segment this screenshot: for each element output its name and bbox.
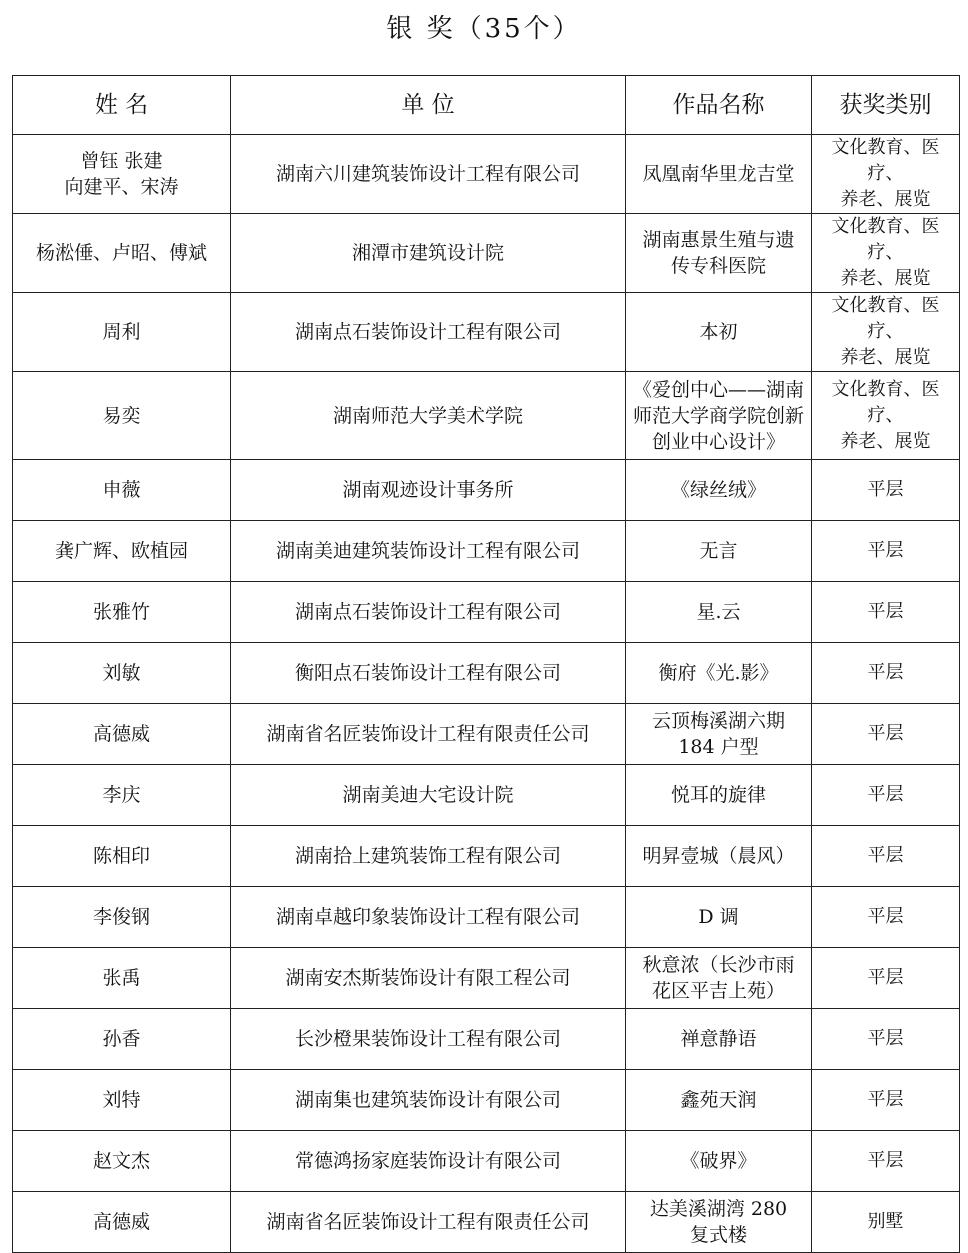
cell-unit (231, 214, 626, 293)
cell-work-line: 明昇壹城（晨风） (642, 845, 795, 867)
cell-unit (231, 521, 626, 582)
cell-name (13, 372, 231, 460)
cell-unit-line: 湖南美迪建筑装饰设计工程有限公司 (275, 540, 580, 562)
cell-category-line: 养老、展览 (840, 430, 931, 452)
cell-category (812, 948, 960, 1009)
cell-category (812, 765, 960, 826)
cell-category (812, 826, 960, 887)
cell-work (626, 1009, 812, 1070)
table-row (13, 460, 960, 521)
cell-category-line: 文化教育、医疗、 (831, 295, 940, 342)
cell-name-line: 刘特 (102, 1089, 141, 1111)
cell-unit-line: 衡阳点石装饰设计工程有限公司 (294, 662, 561, 684)
cell-unit (231, 643, 626, 704)
cell-name-line: 向建平、宋涛 (64, 176, 179, 198)
cell-unit (231, 460, 626, 521)
table-row (13, 643, 960, 704)
cell-name-line: 周利 (102, 321, 141, 343)
cell-name-line: 易奕 (102, 404, 141, 427)
cell-name-line: 高德威 (92, 723, 150, 745)
cell-name (13, 1009, 231, 1070)
cell-unit (231, 135, 626, 214)
cell-category-line: 平层 (867, 845, 904, 866)
cell-work-line: 悦耳的旋律 (670, 784, 766, 806)
cell-work-line: 星.云 (696, 601, 741, 623)
table-header-row (13, 76, 960, 135)
cell-category (812, 582, 960, 643)
cell-category-line: 文化教育、医疗、 (831, 137, 940, 184)
cell-name-line: 高德威 (92, 1211, 150, 1233)
cell-category (812, 460, 960, 521)
cell-name (13, 765, 231, 826)
cell-work-line: 鑫苑天润 (680, 1089, 757, 1111)
cell-work-line: 创业中心设计》 (651, 430, 785, 453)
cell-unit (231, 948, 626, 1009)
cell-category-line: 平层 (867, 601, 904, 622)
cell-unit-line: 湖南六川建筑装饰设计工程有限公司 (275, 163, 580, 185)
cell-category-line: 养老、展览 (840, 347, 931, 368)
cell-category (812, 704, 960, 765)
table-row (13, 704, 960, 765)
cell-name-line: 张雅竹 (92, 601, 150, 623)
cell-category (812, 887, 960, 948)
cell-category (812, 135, 960, 214)
cell-work (626, 460, 812, 521)
cell-name-line: 李庆 (102, 784, 141, 806)
cell-name (13, 704, 231, 765)
table-row (13, 948, 960, 1009)
cell-category-line: 平层 (867, 723, 904, 744)
cell-name (13, 135, 231, 214)
cell-unit (231, 1009, 626, 1070)
cell-work-line: 传专科医院 (670, 255, 766, 277)
cell-category-line: 别墅 (867, 1211, 904, 1232)
cell-work (626, 948, 812, 1009)
table-row (13, 293, 960, 372)
page-title: 银 奖（35个） (386, 14, 582, 44)
cell-name (13, 582, 231, 643)
header-unit: 单 位 (231, 76, 626, 135)
cell-work (626, 214, 812, 293)
cell-category-line: 平层 (867, 1150, 904, 1171)
cell-name (13, 1070, 231, 1131)
cell-name-line: 龚广辉、欧植园 (54, 540, 188, 562)
cell-category-line: 平层 (867, 540, 904, 561)
cell-name-line: 曾钰 张建 (80, 150, 163, 172)
cell-work-line: 花区平吉上苑） (651, 980, 785, 1002)
cell-work-line: 无言 (699, 540, 738, 562)
cell-name-line: 张禹 (102, 967, 141, 989)
cell-work (626, 135, 812, 214)
cell-name (13, 948, 231, 1009)
cell-name-line: 申薇 (102, 479, 141, 501)
cell-name (13, 887, 231, 948)
header-category: 获奖类别 (812, 76, 960, 135)
cell-work (626, 293, 812, 372)
cell-category-line: 平层 (867, 1089, 904, 1110)
cell-unit-line: 湖南点石装饰设计工程有限公司 (294, 601, 561, 623)
table-row (13, 1070, 960, 1131)
cell-category (812, 521, 960, 582)
cell-category (812, 1131, 960, 1192)
cell-work (626, 1192, 812, 1253)
cell-name-line: 杨淞倕、卢昭、傅斌 (35, 242, 207, 264)
cell-unit-line: 湖南师范大学美术学院 (332, 404, 523, 427)
cell-category (812, 293, 960, 372)
cell-work-line: 衡府《光.影》 (658, 662, 779, 684)
award-table-body (13, 135, 960, 1253)
header-name: 姓 名 (13, 76, 231, 135)
cell-name (13, 293, 231, 372)
cell-unit (231, 1131, 626, 1192)
cell-category (812, 1009, 960, 1070)
cell-name-line: 陈相印 (92, 845, 150, 867)
cell-name (13, 826, 231, 887)
cell-work-line: 本初 (699, 321, 738, 343)
cell-unit (231, 765, 626, 826)
cell-work (626, 826, 812, 887)
cell-work (626, 1131, 812, 1192)
table-row (13, 372, 960, 460)
cell-name-line: 刘敏 (102, 662, 141, 684)
table-row (13, 135, 960, 214)
cell-category-line: 文化教育、医疗、 (831, 216, 940, 263)
cell-category-line: 平层 (867, 662, 904, 683)
cell-category-line: 平层 (867, 479, 904, 500)
cell-name (13, 1192, 231, 1253)
cell-work (626, 643, 812, 704)
table-row (13, 887, 960, 948)
cell-name-line: 赵文杰 (92, 1150, 150, 1172)
cell-unit-line: 湖南观迹设计事务所 (342, 479, 514, 501)
table-row (13, 214, 960, 293)
table-row (13, 521, 960, 582)
cell-category (812, 1192, 960, 1253)
cell-unit-line: 湖南点石装饰设计工程有限公司 (294, 321, 561, 343)
cell-work-line: 云顶梅溪湖六期 (651, 710, 785, 732)
cell-unit-line: 常德鸿扬家庭装饰设计有限公司 (294, 1150, 561, 1172)
cell-unit-line: 长沙橙果装饰设计工程有限公司 (294, 1028, 561, 1050)
cell-work (626, 582, 812, 643)
cell-work-line: 复式楼 (689, 1224, 747, 1246)
cell-category-line: 文化教育、医疗、 (831, 378, 940, 426)
cell-work (626, 1070, 812, 1131)
cell-name (13, 1131, 231, 1192)
cell-unit (231, 372, 626, 460)
cell-work-line: 师范大学商学院创新 (632, 404, 804, 427)
cell-work (626, 521, 812, 582)
cell-category-line: 平层 (867, 784, 904, 805)
cell-work-line: D 调 (698, 906, 739, 928)
cell-name (13, 214, 231, 293)
cell-work-line: 湖南惠景生殖与遗 (642, 229, 795, 251)
cell-name (13, 643, 231, 704)
cell-work-line: 《爱创中心——湖南 (632, 378, 804, 401)
cell-name-line: 李俊钢 (92, 906, 150, 928)
cell-name-line: 孙香 (102, 1028, 141, 1050)
cell-category (812, 214, 960, 293)
cell-work-line: 秋意浓（长沙市雨 (642, 954, 795, 976)
cell-work-line: 《绿丝绒》 (670, 479, 766, 501)
cell-unit-line: 湖南安杰斯装饰设计有限工程公司 (285, 967, 571, 989)
cell-work-line: 184 户型 (678, 736, 759, 758)
cell-unit (231, 293, 626, 372)
cell-unit-line: 湖南集也建筑装饰设计有限公司 (294, 1089, 561, 1111)
cell-work-line: 禅意静语 (680, 1028, 757, 1050)
cell-name (13, 521, 231, 582)
cell-unit-line: 湖南省名匠装饰设计工程有限责任公司 (266, 723, 590, 745)
cell-category (812, 1070, 960, 1131)
cell-unit (231, 582, 626, 643)
cell-unit-line: 湘潭市建筑设计院 (351, 242, 504, 264)
table-row (13, 1131, 960, 1192)
cell-category-line: 养老、展览 (840, 268, 931, 289)
header-work: 作品名称 (626, 76, 812, 135)
cell-work (626, 704, 812, 765)
table-row (13, 582, 960, 643)
cell-work-line: 《破界》 (680, 1150, 757, 1172)
cell-unit-line: 湖南美迪大宅设计院 (342, 784, 514, 806)
cell-work (626, 765, 812, 826)
cell-category-line: 平层 (867, 1028, 904, 1049)
table-row (13, 1009, 960, 1070)
cell-name (13, 460, 231, 521)
table-row (13, 1192, 960, 1253)
cell-unit-line: 湖南卓越印象装饰设计工程有限公司 (275, 906, 580, 928)
cell-category-line: 养老、展览 (840, 189, 931, 210)
cell-work (626, 887, 812, 948)
cell-unit (231, 704, 626, 765)
table-row (13, 826, 960, 887)
table-row (13, 765, 960, 826)
cell-category-line: 平层 (867, 967, 904, 988)
cell-category (812, 643, 960, 704)
cell-unit (231, 1192, 626, 1253)
cell-unit (231, 887, 626, 948)
cell-work (626, 372, 812, 460)
cell-unit-line: 湖南拾上建筑装饰工程有限公司 (294, 845, 561, 867)
cell-work-line: 凤凰南华里龙吉堂 (642, 163, 795, 185)
cell-unit-line: 湖南省名匠装饰设计工程有限责任公司 (266, 1211, 590, 1233)
cell-category-line: 平层 (867, 906, 904, 927)
cell-unit (231, 826, 626, 887)
cell-category (812, 372, 960, 460)
award-table (12, 75, 960, 1253)
cell-work-line: 达美溪湖湾 280 (649, 1198, 788, 1220)
cell-unit (231, 1070, 626, 1131)
